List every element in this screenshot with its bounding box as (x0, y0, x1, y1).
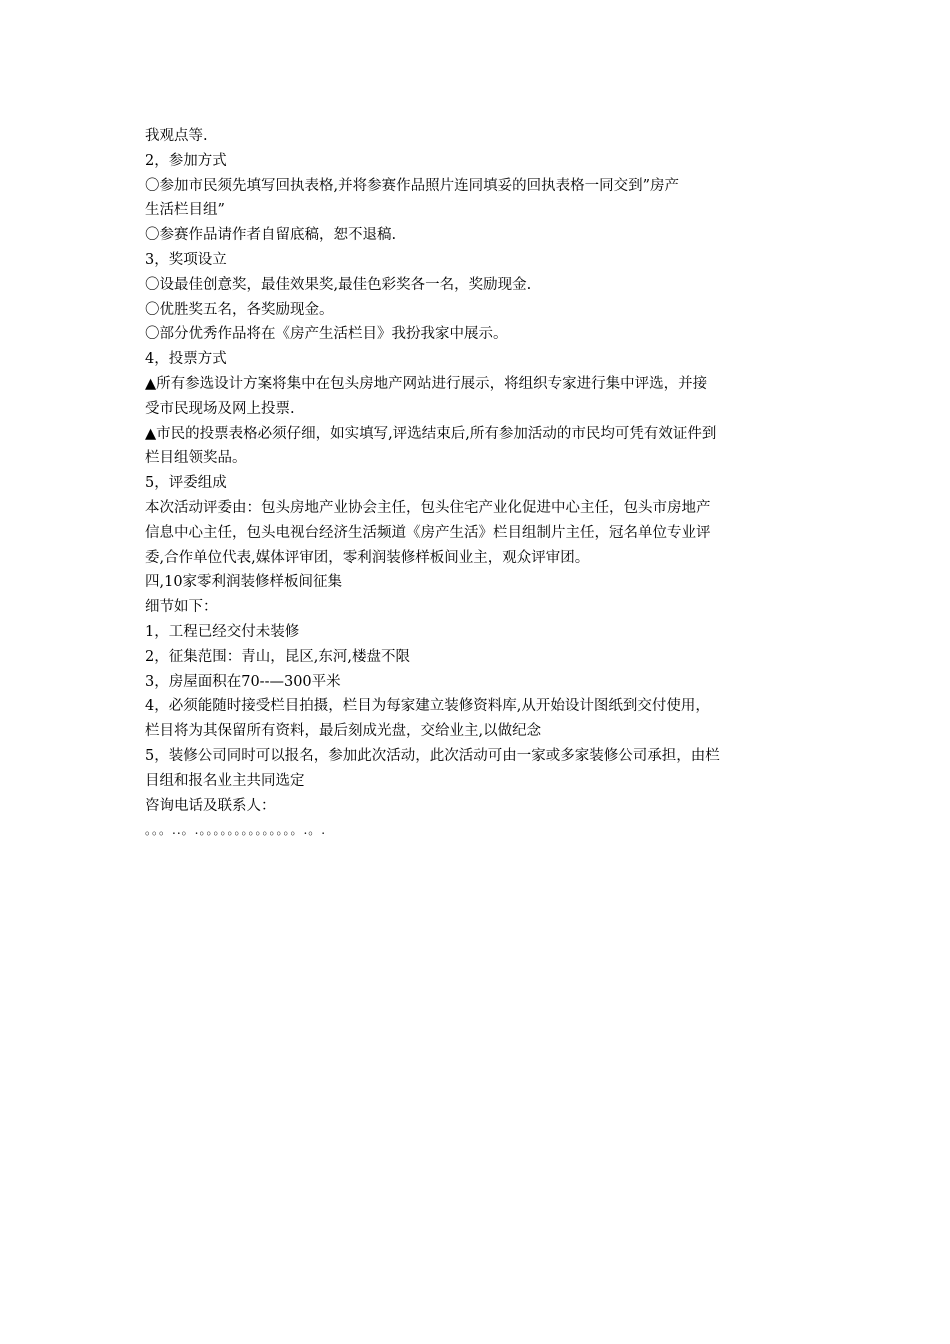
text-line: 我观点等. (145, 128, 208, 144)
text-line: 栏目将为其保留所有资料，最后刻成光盘，交给业主,以做纪念 (145, 723, 542, 740)
text-line: 5，装修公司同时可以报名，参加此次活动，此次活动可由一家或多家装修公司承担，由栏 (145, 747, 720, 764)
dot-leader: 。。。..。.。。。。。。。。。。。。。。.。. (145, 823, 327, 838)
text-line: 生活栏目组” (145, 202, 225, 219)
section-heading: 四,10家零利润装修样板间征集 (145, 574, 343, 591)
text-line: 信息中心主任，包头电视台经济生活频道《房产生活》栏目组制片主任，冠名单位专业评 (145, 524, 711, 541)
text-line: 受市民现场及网上投票. (145, 400, 295, 417)
section-heading: 2，参加方式 (145, 152, 227, 169)
section-heading: 4，投票方式 (145, 351, 227, 368)
text-line: 2，征集范围：青山，昆区,东河,楼盘不限 (145, 648, 410, 665)
section-heading: 3，奖项设立 (145, 251, 227, 268)
text-line: 本次活动评委由：包头房地产业协会主任，包头住宅产业化促进中心主任，包头市房地产 (145, 499, 711, 516)
text-line: 〇优胜奖五名，各奖励现金。 (145, 301, 334, 318)
text-line: 〇设最佳创意奖，最佳效果奖,最佳色彩奖各一名，奖励现金. (145, 276, 532, 293)
text-line: 1，工程已经交付未装修 (145, 623, 300, 640)
document-body (145, 124, 810, 843)
text-line: 4，必须能随时接受栏目拍摄，栏目为每家建立装修资料库,从开始设计图纸到交付使用， (145, 698, 710, 715)
contact-label: 咨询电话及联系人： (145, 797, 276, 814)
section-heading: 5，评委组成 (145, 475, 227, 492)
text-line: 细节如下： (145, 599, 218, 616)
text-line: 〇部分优秀作品将在《房产生活栏目》我扮我家中展示。 (145, 326, 508, 343)
text-line: 〇参加市民须先填写回执表格,并将参赛作品照片连同填妥的回执表格一同交到”房产 (145, 177, 680, 194)
text-line: 3，房屋面积在70--—300平米 (145, 673, 341, 690)
text-line: 委,合作单位代表,媒体评审团，零利润装修样板间业主，观众评审团。 (145, 549, 590, 566)
text-line: 〇参赛作品请作者自留底稿，恕不退稿. (145, 227, 397, 244)
text-line: 栏目组领奖品。 (145, 450, 247, 467)
text-line: ▲市民的投票表格必须仔细，如实填写,评选结束后,所有参加活动的市民均可凭有效证件到 (145, 425, 717, 442)
text-line: ▲所有参选设计方案将集中在包头房地产网站进行展示，将组织专家进行集中评选，并接 (145, 375, 708, 392)
text-line: 目组和报名业主共同选定 (145, 772, 305, 789)
